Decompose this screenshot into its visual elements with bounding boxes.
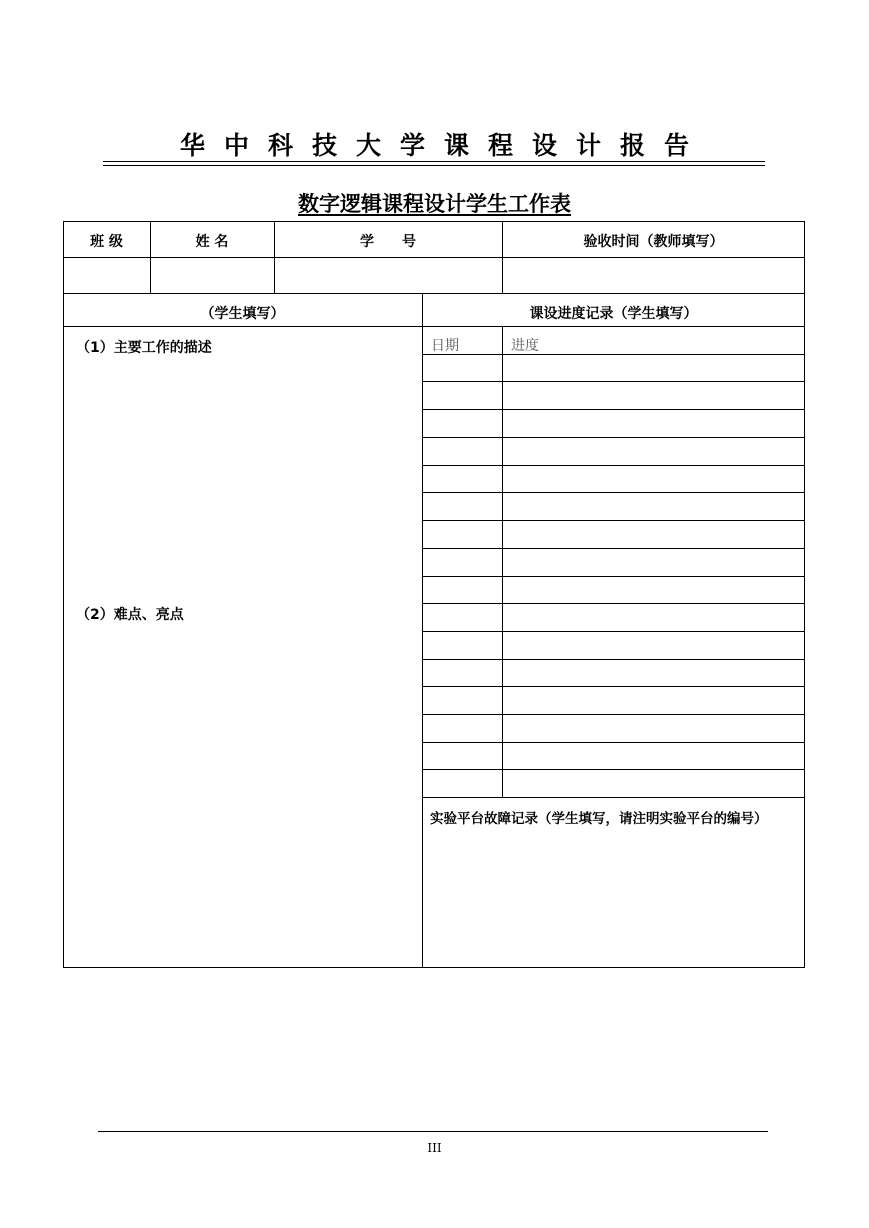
acceptance-time-field[interactable] — [503, 258, 804, 293]
progress-row-line — [422, 659, 805, 660]
footer-rule — [98, 1131, 768, 1132]
progress-row-line — [422, 603, 805, 604]
progress-date-column: 日期 — [431, 338, 459, 354]
name-header: 姓 名 — [195, 234, 229, 250]
main-work-label: （1）主要工作的描述 — [76, 340, 212, 356]
name-field[interactable] — [151, 258, 274, 293]
fault-log-field[interactable] — [425, 828, 802, 965]
page-number: III — [427, 1141, 442, 1155]
progress-row-line — [422, 520, 805, 521]
class-field[interactable] — [64, 258, 150, 293]
header-rule-top — [103, 161, 765, 162]
progress-detail-column: 进度 — [511, 338, 539, 354]
progress-row-line — [422, 381, 805, 382]
progress-row-line — [422, 769, 805, 770]
progress-col-divider — [502, 326, 503, 797]
report-header-title: 华中科技大学课程设计报告 — [179, 131, 708, 160]
student-id-header: 学 号 — [360, 234, 416, 250]
progress-row-line — [422, 576, 805, 577]
progress-row-line — [422, 686, 805, 687]
class-header: 班 级 — [90, 234, 123, 250]
progress-row-line — [422, 714, 805, 715]
form-title: 数字逻辑课程设计学生工作表 — [298, 192, 571, 216]
difficulties-highlights-label: （2）难点、亮点 — [76, 607, 184, 623]
header-rule-bottom — [103, 165, 765, 166]
progress-row-line — [422, 548, 805, 549]
progress-row-line — [422, 409, 805, 410]
acceptance-time-header: 验收时间（教师填写） — [583, 234, 724, 250]
progress-row-line — [422, 354, 805, 355]
progress-row-line — [422, 465, 805, 466]
progress-row-line — [422, 437, 805, 438]
progress-row-line — [422, 631, 805, 632]
progress-table-bottom — [422, 797, 805, 798]
main-header-divider — [63, 326, 805, 327]
student-fill-header: （学生填写） — [200, 306, 285, 322]
progress-row-line — [422, 492, 805, 493]
difficulties-highlights-field[interactable] — [66, 625, 419, 965]
progress-row-line — [422, 742, 805, 743]
progress-log-header: 课设进度记录（学生填写） — [529, 306, 698, 322]
fault-log-header: 实验平台故障记录（学生填写，请注明实验平台的编号） — [430, 811, 768, 827]
main-work-field[interactable] — [66, 358, 419, 594]
student-id-field[interactable] — [275, 258, 502, 293]
